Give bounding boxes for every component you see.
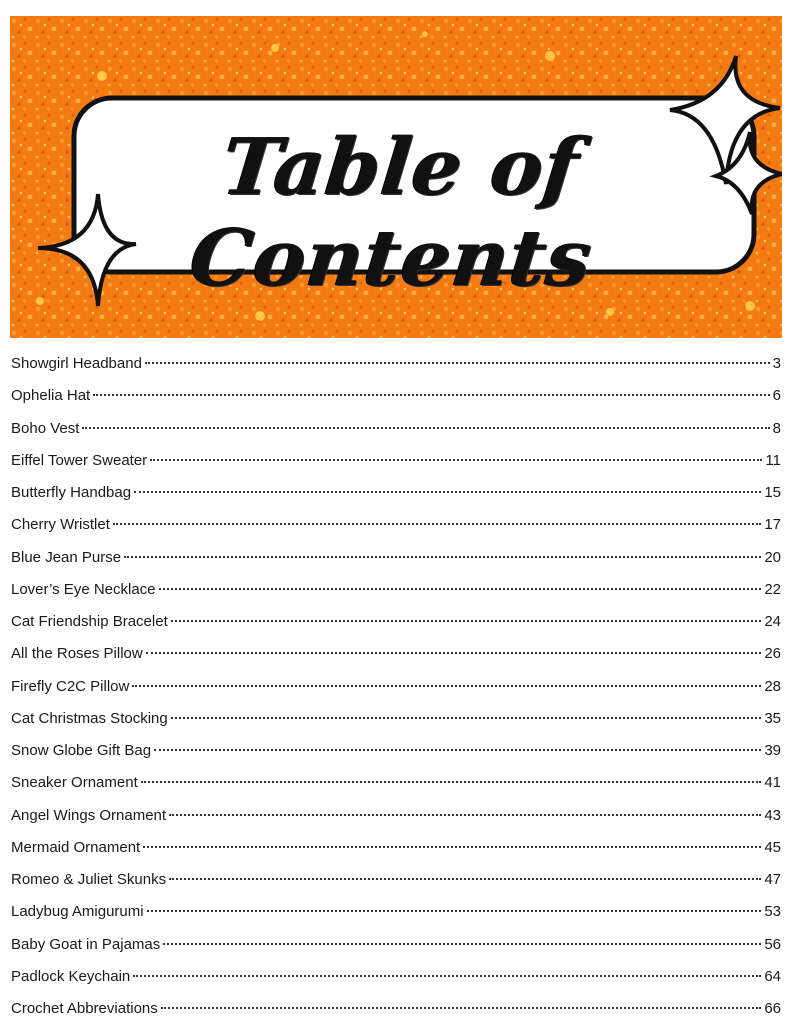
toc-entry-title: Cat Friendship Bracelet xyxy=(11,613,168,630)
toc-entry-page: 45 xyxy=(764,838,781,856)
toc-entry-page: 53 xyxy=(764,903,781,921)
toc-entry[interactable] xyxy=(11,413,781,445)
toc-entry-page: 20 xyxy=(764,548,781,566)
dot-leader xyxy=(147,910,762,912)
toc-entry-title: Ophelia Hat xyxy=(11,387,91,405)
toc-entry-page: 24 xyxy=(764,613,781,630)
toc-entry-title: Angel Wings Ornament xyxy=(11,806,167,824)
toc-entry-title: Sneaker Ornament xyxy=(11,774,138,792)
dot-leader xyxy=(93,394,769,396)
dot-leader xyxy=(134,491,761,493)
dot-leader xyxy=(124,556,761,558)
dot-leader xyxy=(145,362,770,364)
toc-entry[interactable] xyxy=(11,703,781,735)
table-of-contents xyxy=(11,348,781,1025)
toc-entry-page: 22 xyxy=(764,580,781,598)
dot-leader xyxy=(171,620,762,622)
toc-entry-title: Butterfly Handbag xyxy=(11,484,132,501)
toc-entry[interactable] xyxy=(11,445,781,477)
toc-entry[interactable] xyxy=(11,477,781,509)
toc-entry[interactable] xyxy=(11,574,781,606)
toc-entry[interactable] xyxy=(11,542,781,574)
dot-leader xyxy=(146,652,762,654)
toc-entry-title: Firefly C2C Pillow xyxy=(11,677,130,695)
toc-entry[interactable] xyxy=(11,993,781,1025)
toc-entry[interactable] xyxy=(11,832,781,864)
toc-entry-page: 28 xyxy=(764,677,781,695)
toc-entry-page: 39 xyxy=(764,742,781,759)
toc-entry-page: 11 xyxy=(765,451,781,469)
toc-entry[interactable] xyxy=(11,800,781,832)
toc-entry-title: Padlock Keychain xyxy=(11,967,131,985)
toc-entry-page: 15 xyxy=(764,484,781,501)
toc-entry[interactable] xyxy=(11,606,781,638)
toc-entry-title: Showgirl Headband xyxy=(11,355,142,372)
dot-leader xyxy=(154,749,761,751)
toc-entry-title: Crochet Abbreviations xyxy=(11,1000,158,1017)
dot-leader xyxy=(159,588,762,590)
toc-entry-page: 3 xyxy=(772,355,781,372)
toc-entry-title: Ladybug Amigurumi xyxy=(11,903,144,921)
toc-entry[interactable] xyxy=(11,509,781,541)
toc-entry[interactable] xyxy=(11,671,781,703)
dot-leader xyxy=(169,878,761,880)
header-banner xyxy=(10,16,782,338)
toc-entry-title: All the Roses Pillow xyxy=(11,645,143,663)
dot-leader xyxy=(141,781,762,783)
toc-entry-title: Baby Goat in Pajamas xyxy=(11,935,161,953)
toc-entry-title: Lover’s Eye Necklace xyxy=(11,580,156,598)
dot-leader xyxy=(169,814,761,816)
toc-entry-title: Eiffel Tower Sweater xyxy=(11,451,148,469)
dot-leader xyxy=(171,717,762,719)
dot-leader xyxy=(143,846,761,848)
toc-entry[interactable] xyxy=(11,638,781,670)
toc-entry-page: 41 xyxy=(764,774,781,792)
toc-entry-title: Snow Globe Gift Bag xyxy=(11,742,152,759)
toc-entry[interactable] xyxy=(11,961,781,993)
toc-entry-page: 64 xyxy=(764,967,781,985)
toc-entry[interactable] xyxy=(11,929,781,961)
toc-entry-page: 66 xyxy=(764,1000,781,1017)
toc-entry[interactable] xyxy=(11,735,781,767)
toc-entry[interactable] xyxy=(11,864,781,896)
toc-entry-page: 26 xyxy=(764,645,781,663)
toc-entry[interactable] xyxy=(11,380,781,412)
toc-entry-page: 8 xyxy=(772,419,781,437)
toc-entry-title: Blue Jean Purse xyxy=(11,548,122,566)
dot-leader xyxy=(132,685,761,687)
toc-entry-page: 6 xyxy=(772,387,781,405)
dot-leader xyxy=(113,523,761,525)
toc-entry-page: 47 xyxy=(764,871,781,888)
page-title: Table of Contents xyxy=(185,122,597,304)
dot-leader xyxy=(150,459,762,461)
dot-leader xyxy=(163,943,761,945)
toc-entry-title: Cherry Wristlet xyxy=(11,516,110,534)
toc-entry-page: 56 xyxy=(764,935,781,953)
toc-entry[interactable] xyxy=(11,767,781,799)
toc-entry-title: Cat Christmas Stocking xyxy=(11,709,168,727)
toc-entry-title: Mermaid Ornament xyxy=(11,838,141,856)
dot-leader xyxy=(82,427,769,429)
toc-entry-page: 43 xyxy=(764,806,781,824)
toc-entry-title: Romeo & Juliet Skunks xyxy=(11,871,167,888)
toc-entry[interactable] xyxy=(11,896,781,928)
toc-entry-page: 17 xyxy=(764,516,781,534)
toc-entry-title: Boho Vest xyxy=(11,419,80,437)
toc-entry[interactable] xyxy=(11,348,781,380)
toc-entry-page: 35 xyxy=(764,709,781,727)
dot-leader xyxy=(161,1007,762,1009)
dot-leader xyxy=(133,975,761,977)
